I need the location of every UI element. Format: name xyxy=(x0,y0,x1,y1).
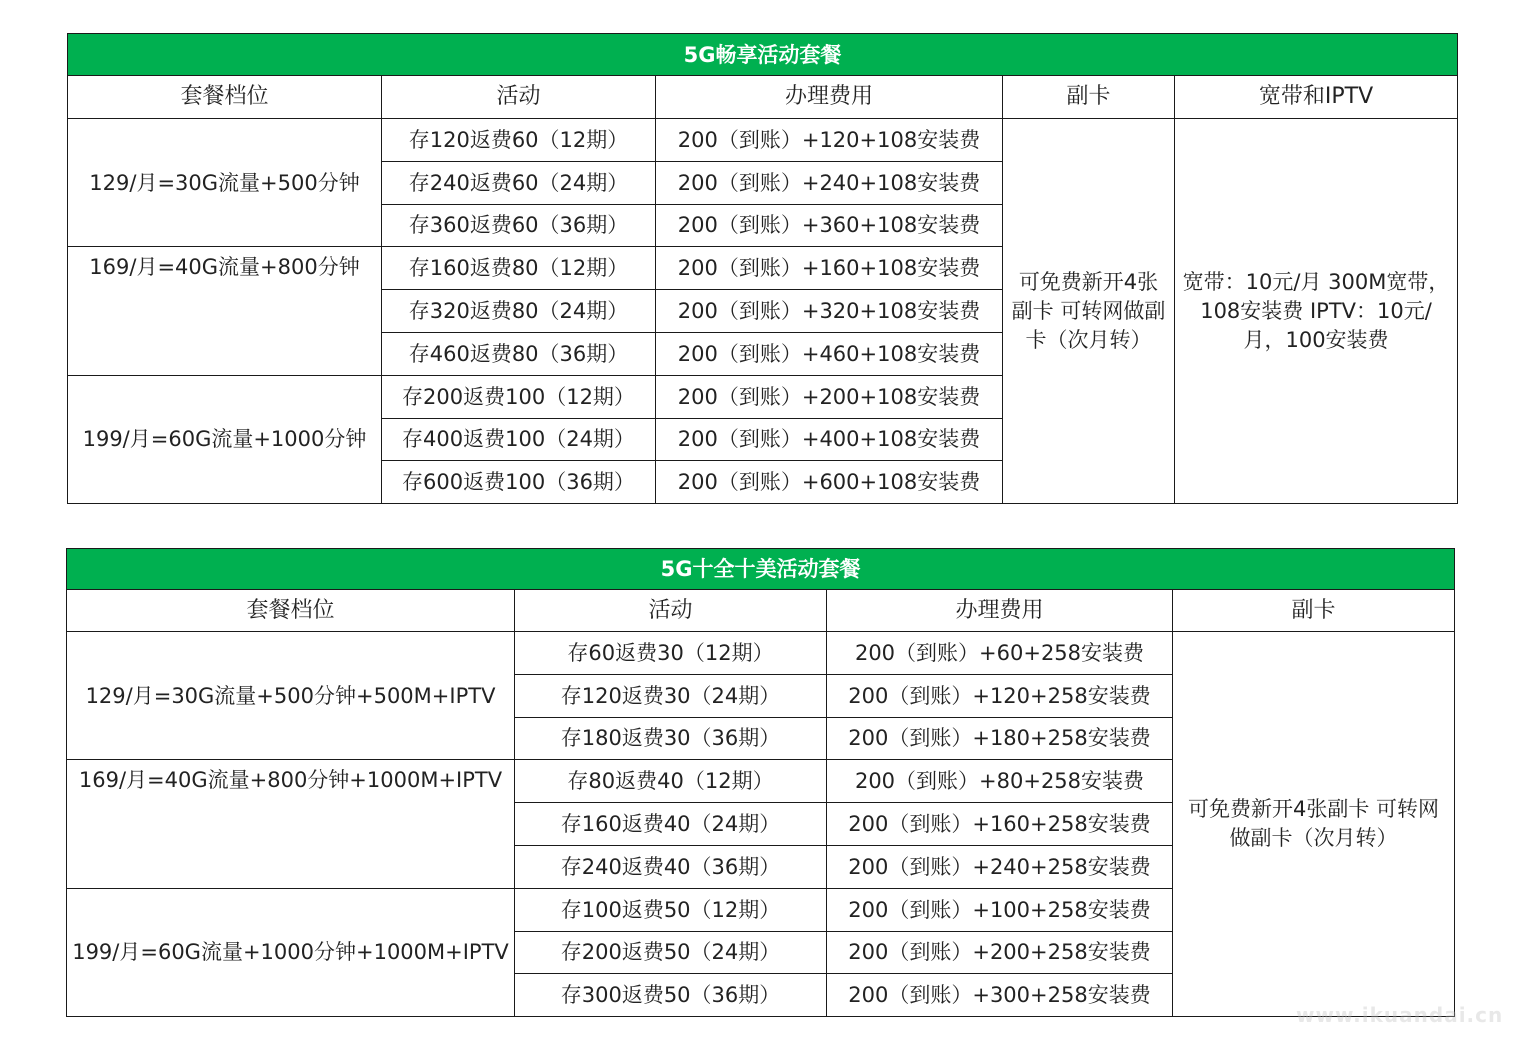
header-secondary-card: 副卡 xyxy=(1173,590,1455,632)
secondary-card-cell: 可免费新开4张副卡 可转网做副卡（次月转） xyxy=(1003,119,1175,504)
activity-cell: 存240返费40（36期） xyxy=(515,845,827,888)
table-row xyxy=(67,632,1455,675)
activity-cell: 存240返费60（24期） xyxy=(382,161,656,204)
plan-cell: 169/月=40G流量+800分钟+1000M+IPTV xyxy=(67,760,515,888)
header-plan-tier: 套餐档位 xyxy=(67,590,515,632)
plan-cell: 129/月=30G流量+500分钟+500M+IPTV xyxy=(67,632,515,760)
activity-cell: 存160返费80（12期） xyxy=(382,247,656,290)
header-secondary-card: 副卡 xyxy=(1003,76,1175,119)
activity-cell: 存100返费50（12期） xyxy=(515,888,827,931)
fee-cell: 200（到账）+80+258安装费 xyxy=(827,760,1173,803)
fee-cell: 200（到账）+180+258安装费 xyxy=(827,717,1173,760)
fee-cell: 200（到账）+240+108安装费 xyxy=(656,161,1003,204)
secondary-card-cell: 可免费新开4张副卡 可转网做副卡（次月转） xyxy=(1173,632,1455,1017)
table-5g-changxiang xyxy=(67,33,1458,504)
plan-cell: 129/月=30G流量+500分钟 xyxy=(68,119,382,247)
plan-cell: 199/月=60G流量+1000分钟+1000M+IPTV xyxy=(67,888,515,1016)
fee-cell: 200（到账）+120+258安装费 xyxy=(827,674,1173,717)
header-broadband-iptv: 宽带和IPTV xyxy=(1175,76,1458,119)
watermark: www.ikuandai.cn xyxy=(1296,1003,1504,1027)
table-5g-shiquanshimei xyxy=(66,548,1455,1017)
fee-cell: 200（到账）+100+258安装费 xyxy=(827,888,1173,931)
table-title: 5G畅享活动套餐 xyxy=(68,34,1458,76)
fee-cell: 200（到账）+160+108安装费 xyxy=(656,247,1003,290)
broadband-iptv-cell: 宽带：10元/月 300M宽带，108安装费 IPTV：10元/月，100安装费 xyxy=(1175,119,1458,504)
activity-cell: 存60返费30（12期） xyxy=(515,632,827,675)
header-plan-tier: 套餐档位 xyxy=(68,76,382,119)
activity-cell: 存400返费100（24期） xyxy=(382,418,656,461)
activity-cell: 存200返费50（24期） xyxy=(515,931,827,974)
fee-cell: 200（到账）+200+108安装费 xyxy=(656,375,1003,418)
activity-cell: 存120返费30（24期） xyxy=(515,674,827,717)
fee-cell: 200（到账）+120+108安装费 xyxy=(656,119,1003,162)
table-title: 5G十全十美活动套餐 xyxy=(67,549,1455,590)
header-fee: 办理费用 xyxy=(656,76,1003,119)
activity-cell: 存120返费60（12期） xyxy=(382,119,656,162)
activity-cell: 存460返费80（36期） xyxy=(382,332,656,375)
header-fee: 办理费用 xyxy=(827,590,1173,632)
activity-cell: 存200返费100（12期） xyxy=(382,375,656,418)
fee-cell: 200（到账）+300+258安装费 xyxy=(827,974,1173,1017)
plan-cell: 199/月=60G流量+1000分钟 xyxy=(68,375,382,503)
fee-cell: 200（到账）+360+108安装费 xyxy=(656,204,1003,247)
plan-cell: 169/月=40G流量+800分钟 xyxy=(68,247,382,375)
activity-cell: 存160返费40（24期） xyxy=(515,803,827,846)
activity-cell: 存600返费100（36期） xyxy=(382,461,656,504)
activity-cell: 存320返费80（24期） xyxy=(382,290,656,333)
activity-cell: 存360返费60（36期） xyxy=(382,204,656,247)
fee-cell: 200（到账）+600+108安装费 xyxy=(656,461,1003,504)
table-row xyxy=(68,119,1458,162)
header-activity: 活动 xyxy=(382,76,656,119)
fee-cell: 200（到账）+240+258安装费 xyxy=(827,845,1173,888)
activity-cell: 存180返费30（36期） xyxy=(515,717,827,760)
fee-cell: 200（到账）+400+108安装费 xyxy=(656,418,1003,461)
fee-cell: 200（到账）+60+258安装费 xyxy=(827,632,1173,675)
header-activity: 活动 xyxy=(515,590,827,632)
fee-cell: 200（到账）+160+258安装费 xyxy=(827,803,1173,846)
fee-cell: 200（到账）+460+108安装费 xyxy=(656,332,1003,375)
fee-cell: 200（到账）+200+258安装费 xyxy=(827,931,1173,974)
fee-cell: 200（到账）+320+108安装费 xyxy=(656,290,1003,333)
activity-cell: 存80返费40（12期） xyxy=(515,760,827,803)
activity-cell: 存300返费50（36期） xyxy=(515,974,827,1017)
